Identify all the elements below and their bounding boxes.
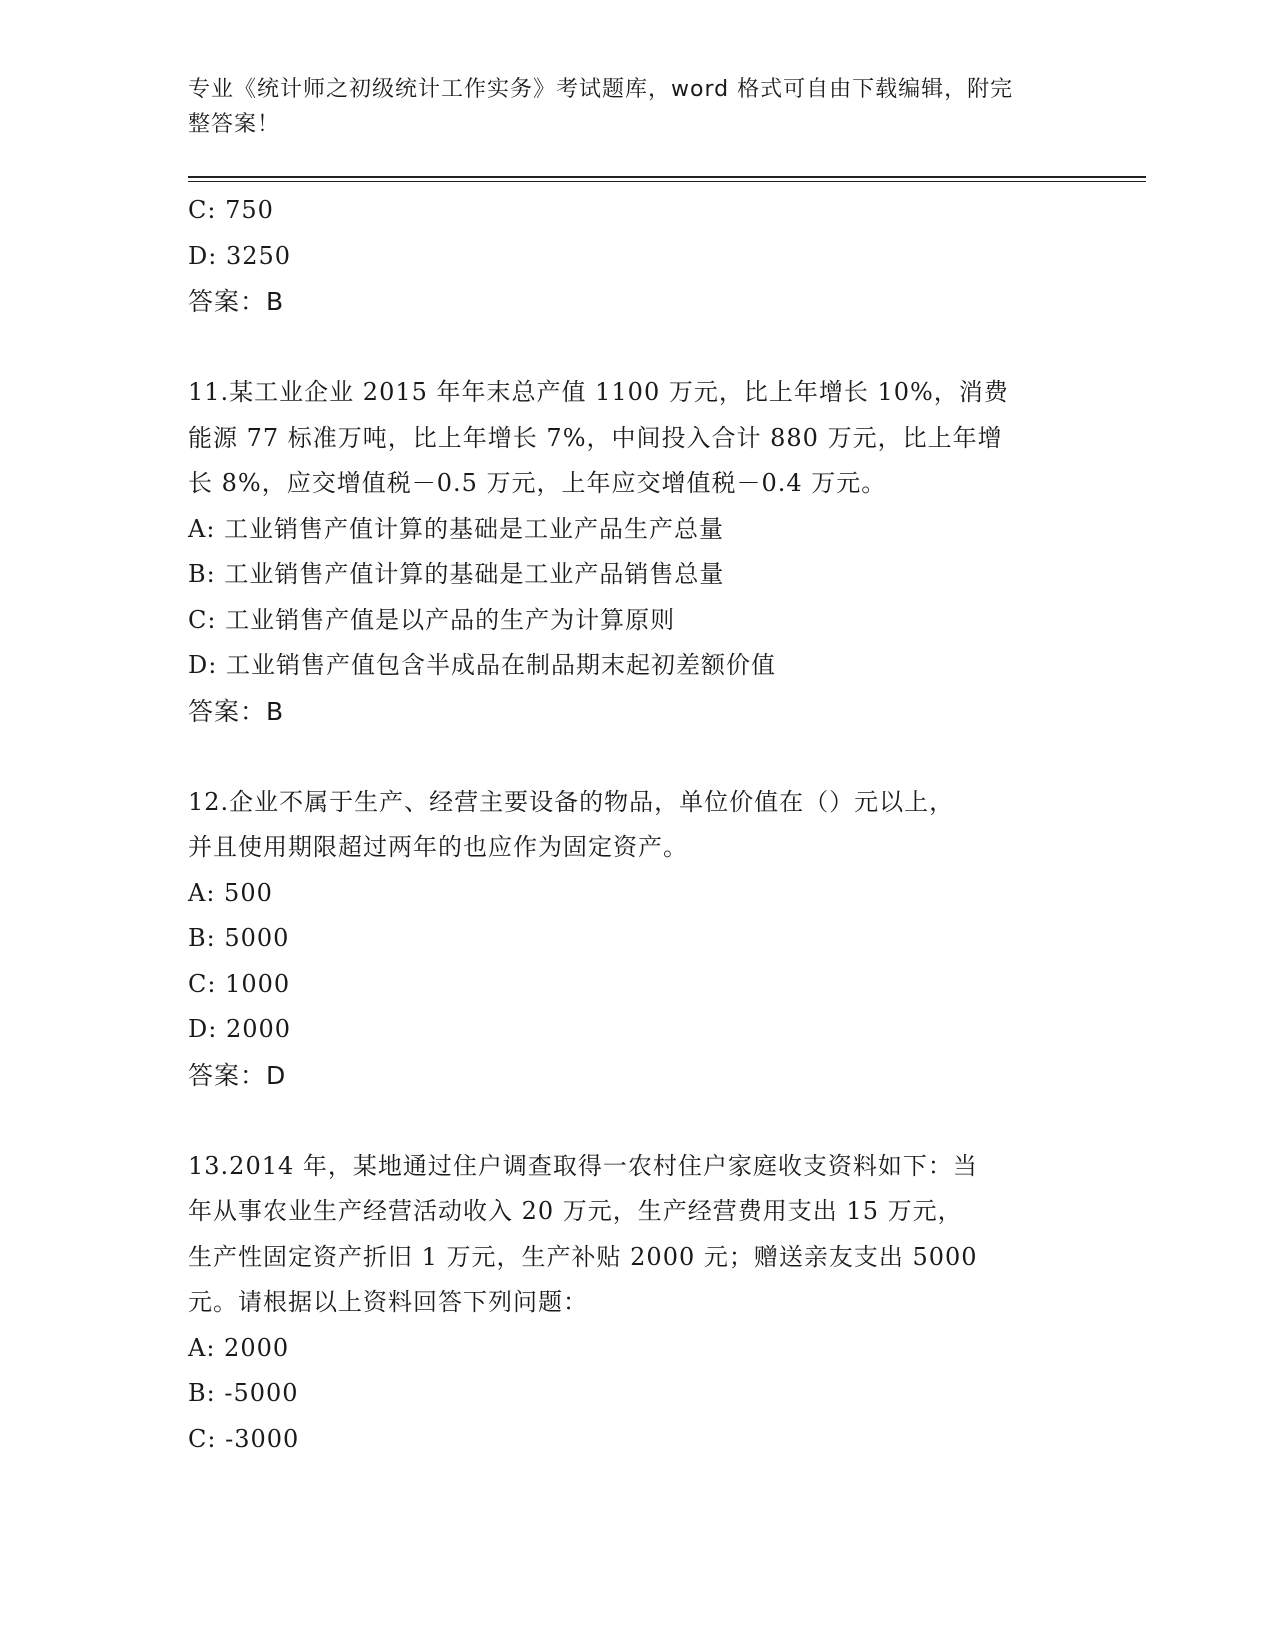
- header-divider-thin: [188, 181, 1146, 182]
- spacer: [188, 1098, 1088, 1144]
- option-b: B: 5000: [188, 924, 290, 952]
- answer-line: 答案：B: [188, 287, 285, 316]
- header-line-2: 整答案！: [188, 112, 281, 137]
- spacer: [188, 325, 1088, 371]
- option-a: A: 500: [188, 878, 273, 907]
- question-11: [188, 370, 1088, 734]
- question-text-line: 长 8%，应交增值税－0.5 万元，上年应交增值税－0.4 万元。: [188, 469, 887, 497]
- document-body: [188, 188, 1088, 1462]
- question-text-line: 生产性固定资产折旧 1 万元，生产补贴 2000 元；赠送亲友支出 5000: [188, 1242, 978, 1271]
- option-d: D: 工业销售产值包含半成品在制品期末起初差额价值: [188, 651, 776, 679]
- question-text-line: 元。请根据以上资料回答下列问题：: [188, 1288, 588, 1316]
- option-b: B: 工业销售产值计算的基础是工业产品销售总量: [188, 560, 725, 588]
- question-text-line: 13.2014 年，某地通过住户调查取得一农村住户家庭收支资料如下：当: [188, 1151, 978, 1180]
- question-text-line: 12.企业不属于生产、经营主要设备的物品，单位价值在（）元以上，: [188, 787, 955, 816]
- option-a: A: 工业销售产值计算的基础是工业产品生产总量: [188, 514, 725, 543]
- spacer: [188, 734, 1088, 780]
- prev-question-block: [188, 188, 1088, 325]
- question-13: [188, 1144, 1088, 1463]
- header-divider-thick: [188, 176, 1146, 178]
- option-c: C: 工业销售产值是以产品的生产为计算原则: [188, 605, 676, 634]
- question-text-line: 11.某工业企业 2015 年年末总产值 1100 万元，比上年增长 10%，消费: [188, 378, 1009, 406]
- option-c: C: -3000: [188, 1424, 300, 1453]
- answer-line: 答案：B: [188, 696, 285, 726]
- header-line-1: 专业《统计师之初级统计工作实务》考试题库，word 格式可自由下载编辑，附完: [188, 77, 1014, 102]
- option-c: C: 750: [188, 196, 274, 224]
- question-12: [188, 780, 1088, 1099]
- question-text-line: 年从事农业生产经营活动收入 20 万元，生产经营费用支出 15 万元，: [188, 1197, 963, 1225]
- question-text-line: 并且使用期限超过两年的也应作为固定资产。: [188, 833, 688, 861]
- option-c: C: 1000: [188, 969, 291, 998]
- document-header: [188, 72, 1068, 142]
- option-d: D: 3250: [188, 241, 292, 270]
- answer-line: 答案：D: [188, 1060, 287, 1090]
- option-d: D: 2000: [188, 1015, 292, 1043]
- question-text-line: 能源 77 标准万吨，比上年增长 7%，中间投入合计 880 万元，比上年增: [188, 423, 1003, 452]
- option-b: B: -5000: [188, 1379, 299, 1407]
- option-a: A: 2000: [188, 1333, 290, 1362]
